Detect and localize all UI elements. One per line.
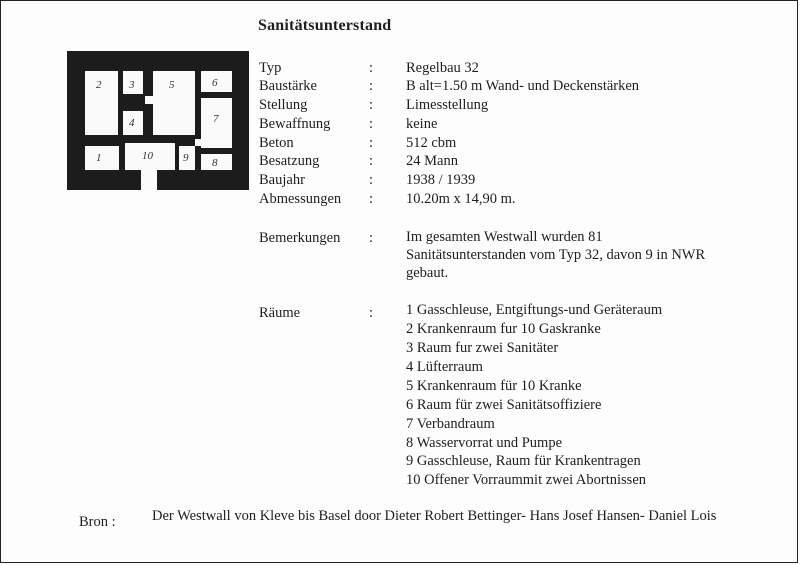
- plan-label-10: 10: [142, 150, 153, 162]
- spec-separator: :: [369, 78, 374, 94]
- spec-separator: :: [369, 116, 374, 132]
- source-text: Der Westwall von Kleve bis Basel door Dieter Robert Bettinger- Hans Josef Hansen- Daniel Lois: [152, 508, 717, 524]
- room-item: 6 Raum für zwei Sanitätsoffiziere: [406, 397, 602, 413]
- room-item: 7 Verbandraum: [406, 416, 495, 432]
- remarks-line: Im gesamten Westwall wurden 81: [406, 229, 603, 245]
- plan-label-2: 2: [96, 79, 102, 91]
- spec-label: Stellung: [259, 97, 308, 113]
- floor-plan: [67, 51, 249, 190]
- plan-label-9: 9: [183, 152, 189, 164]
- spec-value: 10.20m x 14,90 m.: [406, 191, 516, 207]
- spec-value: 1938 / 1939: [406, 172, 476, 188]
- vent-passage: [145, 96, 153, 104]
- remarks-line: gebaut.: [406, 265, 449, 281]
- rooms-label: Räume: [259, 305, 301, 321]
- spec-value: B alt=1.50 m Wand- und Deckenstärken: [406, 78, 640, 94]
- plan-label-8: 8: [212, 157, 218, 169]
- spec-value: 512 cbm: [406, 135, 457, 151]
- remarks-label: Bemerkungen: [259, 230, 341, 246]
- plan-label-4: 4: [129, 117, 135, 129]
- spec-separator: :: [369, 153, 374, 169]
- rooms-separator: :: [369, 305, 374, 321]
- room-2: [85, 71, 118, 135]
- room-item: 3 Raum fur zwei Sanitäter: [406, 340, 559, 356]
- source-label: Bron :: [79, 514, 116, 530]
- link-passage: [195, 139, 201, 146]
- plan-label-3: 3: [129, 79, 135, 91]
- room-item: 5 Krankenraum für 10 Kranke: [406, 378, 582, 394]
- room-item: 8 Wasservorrat und Pumpe: [406, 435, 563, 451]
- room-item: 1 Gasschleuse, Entgiftungs-und Geräteraum: [406, 302, 663, 318]
- spec-value: Limesstellung: [406, 97, 489, 113]
- spec-separator: :: [369, 191, 374, 207]
- spec-label: Baustärke: [259, 78, 317, 94]
- room-item: 10 Offener Vorraummit zwei Abortnissen: [406, 472, 647, 488]
- page-title: Sanitätsunterstand: [258, 17, 392, 34]
- spec-separator: :: [369, 97, 374, 113]
- room-item: 9 Gasschleuse, Raum für Krankentragen: [406, 453, 641, 469]
- room-item: 4 Lüfterraum: [406, 359, 483, 375]
- spec-separator: :: [369, 60, 374, 76]
- spec-value: Regelbau 32: [406, 60, 479, 76]
- spec-label: Besatzung: [259, 153, 320, 169]
- plan-label-1: 1: [96, 152, 102, 164]
- spec-label: Beton: [259, 135, 294, 151]
- spec-separator: :: [369, 172, 374, 188]
- room-1: [85, 146, 119, 170]
- spec-value: keine: [406, 116, 438, 132]
- remarks-separator: :: [369, 230, 374, 246]
- spec-label: Typ: [259, 60, 282, 76]
- room-item: 2 Krankenraum fur 10 Gaskranke: [406, 321, 601, 337]
- plan-label-6: 6: [212, 77, 218, 89]
- spec-value: 24 Mann: [406, 153, 458, 169]
- spec-label: Baujahr: [259, 172, 305, 188]
- remarks-line: Sanitätsunterstanden vom Typ 32, davon 9 in NWR: [406, 247, 706, 263]
- entrance-corridor: [141, 169, 157, 190]
- spec-label: Bewaffnung: [259, 116, 331, 132]
- spec-separator: :: [369, 135, 374, 151]
- spec-label: Abmessungen: [259, 191, 342, 207]
- plan-label-5: 5: [169, 79, 175, 91]
- plan-label-7: 7: [213, 113, 219, 125]
